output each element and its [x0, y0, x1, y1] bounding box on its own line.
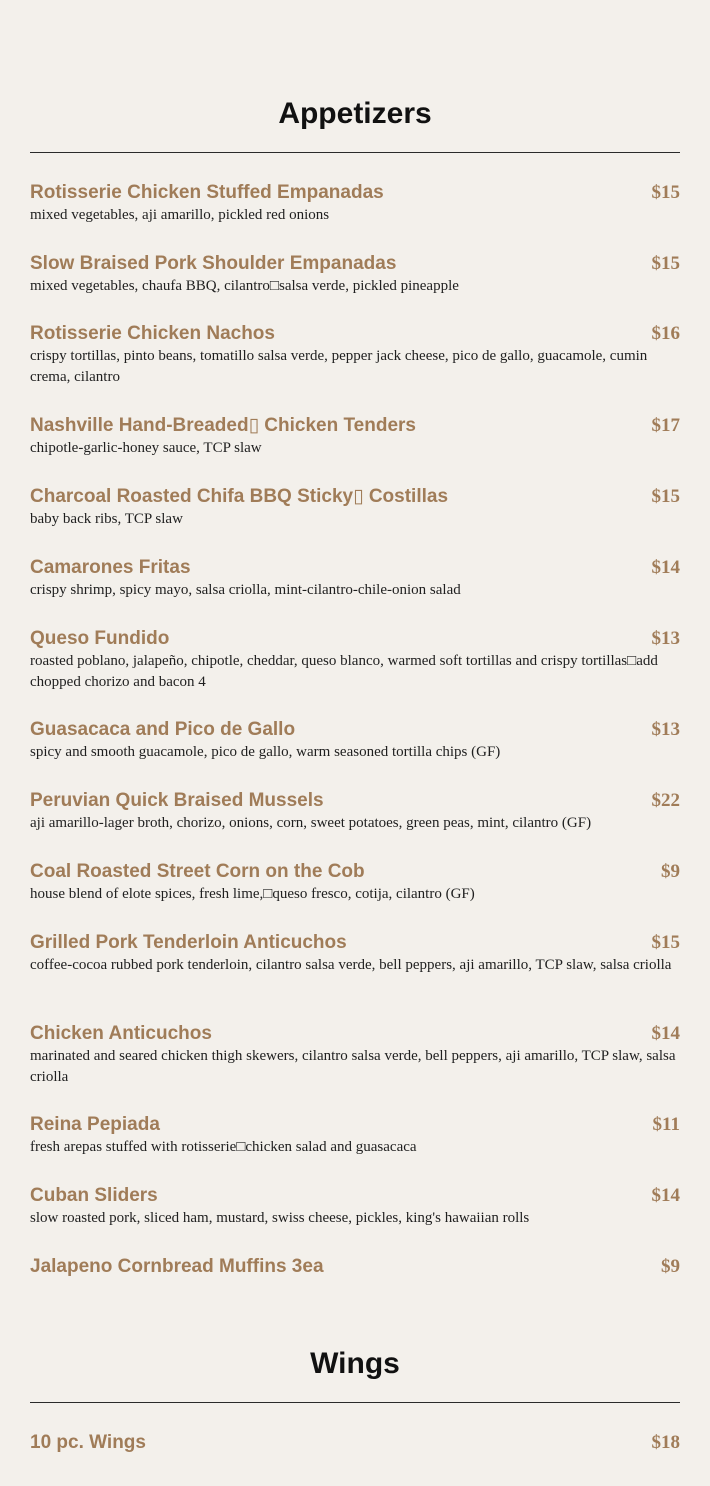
menu-item-price: $17 [651, 415, 680, 436]
menu-item [30, 860, 680, 905]
menu-item-description: aji amarillo-lager broth, chorizo, onions, corn, sweet potatoes, green peas, mint, cilantro (GF) [30, 815, 592, 831]
menu-item [30, 414, 680, 459]
menu-item-price: $11 [652, 1114, 680, 1135]
wings-section [30, 1300, 680, 1486]
menu-item-name: Guasacaca and Pico de Gallo [30, 719, 296, 740]
menu-item-description: baby back ribs, TCP slaw [30, 511, 183, 527]
menu-item [30, 931, 680, 976]
menu-item-name: Coal Roasted Street Corn on the Cob [30, 861, 365, 882]
menu-item [30, 1431, 680, 1455]
menu-item-price: $15 [651, 182, 680, 203]
menu-item-description: chipotle-garlic-honey sauce, TCP slaw [30, 440, 262, 456]
menu-item-description: slow roasted pork, sliced ham, mustard, swiss cheese, pickles, king's hawaiian rolls [30, 1210, 530, 1226]
menu-item-name: Grilled Pork Tenderloin Anticuchos [30, 932, 347, 953]
menu-item-description: roasted poblano, jalapeño, chipotle, cheddar, queso blanco, warmed soft tortillas and crispy tortillas□add chopped chorizo and bacon 4 [30, 653, 658, 690]
appetizers-section [30, 0, 680, 1300]
menu-item-name: Rotisserie Chicken Stuffed Empanadas [30, 182, 384, 203]
menu-item [30, 181, 680, 226]
menu-item-price: $13 [651, 628, 680, 649]
section-title-wings: Wings [310, 1347, 400, 1380]
menu-item-price: $14 [651, 1185, 680, 1206]
menu-item-description: house blend of elote spices, fresh lime,□queso fresco, cotija, cilantro (GF) [30, 886, 475, 902]
menu-item [30, 718, 680, 763]
menu-item-price: $9 [661, 1256, 680, 1277]
menu-item [30, 1184, 680, 1229]
section-divider [30, 152, 680, 153]
menu-item-name: Charcoal Roasted Chifa BBQ Sticky▯ Costillas [30, 486, 449, 507]
menu-item-name: Slow Braised Pork Shoulder Empanadas [30, 253, 397, 274]
menu-item-name: Chicken Anticuchos [30, 1023, 212, 1044]
menu-item [30, 556, 680, 601]
menu-item-price: $15 [651, 253, 680, 274]
menu-item [30, 485, 680, 530]
menu-item-name: Peruvian Quick Braised Mussels [30, 790, 324, 811]
menu-item [30, 1255, 680, 1279]
menu-item-name: 10 pc. Wings [30, 1432, 146, 1453]
menu-item-name: Queso Fundido [30, 628, 170, 649]
menu-item-name: Jalapeno Cornbread Muffins 3ea [30, 1256, 324, 1277]
menu-item-description: crispy shrimp, spicy mayo, salsa criolla, mint-cilantro-chile-onion salad [30, 582, 461, 598]
menu-item-name: Camarones Fritas [30, 557, 191, 578]
menu-item [30, 252, 680, 297]
menu-item-price: $22 [651, 790, 680, 811]
menu-item [30, 322, 680, 388]
menu-item-price: $14 [651, 1023, 680, 1044]
menu-item-price: $15 [651, 932, 680, 953]
menu-item-price: $14 [651, 557, 680, 578]
menu-item-price: $16 [651, 323, 680, 344]
menu-item-price: $13 [651, 719, 680, 740]
menu-item [30, 1022, 680, 1088]
menu-item-name: Rotisserie Chicken Nachos [30, 323, 275, 344]
section-title-appetizers: Appetizers [278, 97, 432, 130]
menu-item-name: Reina Pepiada [30, 1114, 160, 1135]
menu-item [30, 627, 680, 693]
section-divider [30, 1402, 680, 1403]
menu-item-description: spicy and smooth guacamole, pico de gallo, warm seasoned tortilla chips (GF) [30, 744, 501, 760]
menu-item-description: marinated and seared chicken thigh skewers, cilantro salsa verde, bell peppers, aji amarillo, TCP slaw, salsa criolla [30, 1048, 676, 1085]
menu-item-description: crispy tortillas, pinto beans, tomatillo salsa verde, pepper jack cheese, pico de gallo, guacamole, cumin crema, cilantro [30, 348, 648, 385]
menu-item-name: Cuban Sliders [30, 1185, 158, 1206]
menu-item-price: $15 [651, 486, 680, 507]
menu-item [30, 1113, 680, 1158]
menu-item-description: fresh arepas stuffed with rotisserie□chicken salad and guasacaca [30, 1139, 417, 1155]
menu-item-name: Nashville Hand-Breaded▯ Chicken Tenders [30, 415, 416, 436]
menu-item-price: $18 [651, 1432, 680, 1453]
menu-item-description: mixed vegetables, aji amarillo, pickled red onions [30, 207, 330, 223]
menu-item-price: $9 [661, 861, 680, 882]
menu-item-description: mixed vegetables, chaufa BBQ, cilantro□salsa verde, pickled pineapple [30, 278, 459, 294]
menu-item [30, 789, 680, 834]
menu-item-description: coffee-cocoa rubbed pork tenderloin, cilantro salsa verde, bell peppers, aji amarillo, TCP slaw, salsa criolla [30, 957, 672, 973]
